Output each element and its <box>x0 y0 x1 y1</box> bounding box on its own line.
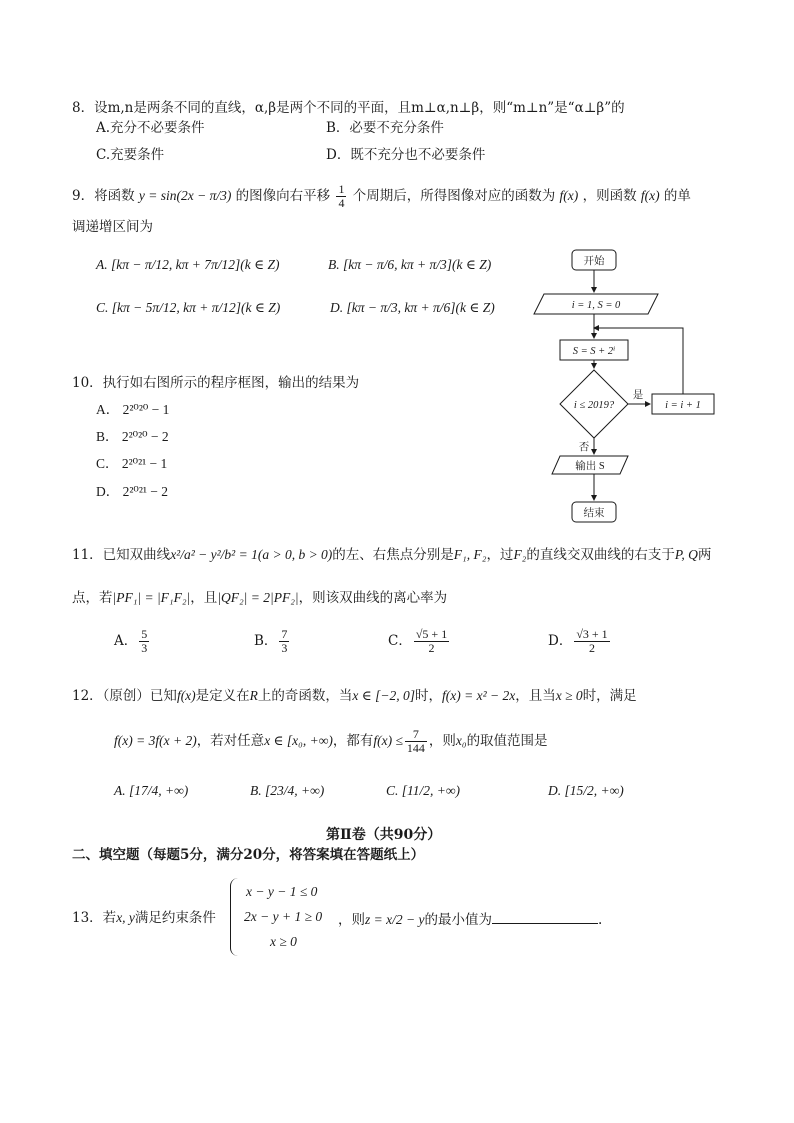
q13-answer-blank[interactable] <box>492 909 598 924</box>
q12-x-ge-0: x ≥ 0 <box>555 688 583 703</box>
q12-stem-c: 上的奇函数，当 <box>257 688 353 704</box>
q12-recurrence: f(x) = 3f(x + 2) <box>114 733 197 748</box>
q11-stem-a: 11．已知双曲线 <box>72 547 171 563</box>
q13-stem-d: 的最小值为 <box>424 912 492 928</box>
q9-stem-d: ，则函数 <box>582 188 637 204</box>
q11-b-den: 3 <box>281 641 288 655</box>
q12-option-c: C. [11/2, +∞) <box>386 783 460 798</box>
q11-option-a <box>114 628 151 655</box>
q13-vars: x, y <box>116 910 135 925</box>
q12-definition: f(x) = x² − 2x <box>442 688 516 703</box>
q11-option-b-label: B． <box>254 633 278 649</box>
q11-cond2: |QF₂| = 2|PF₂| <box>217 590 299 605</box>
q11-d-den: 2 <box>589 641 595 655</box>
q11-c-num: √5 + 1 <box>415 627 448 641</box>
flow-yes-label: 是 <box>632 390 644 401</box>
q11-option-c-label: C． <box>388 633 412 649</box>
q12-stem-b: 是定义在 <box>195 688 250 704</box>
q12-option-a: A. [17/4, +∞) <box>114 783 189 798</box>
q12-option-b: B. [23/4, +∞) <box>250 783 325 798</box>
q12-inequality: f(x) ≤ <box>373 733 403 748</box>
q11-d-num: √3 + 1 <box>576 627 608 641</box>
q9-frac-num: 1 <box>338 182 345 196</box>
q11-stem-b: 的左、右焦点分别是 <box>332 547 454 563</box>
q9-stem-e: 的单 <box>663 188 691 204</box>
q12-stem-e: ，且当 <box>515 688 556 704</box>
q11-pq: P, Q <box>674 547 698 562</box>
q12-stem-line2 <box>114 728 548 755</box>
q9-stem <box>72 183 691 210</box>
q12-stem-f: 时，满足 <box>582 688 637 704</box>
q12-range: x ∈ [x₀, +∞) <box>264 733 333 748</box>
q12-r: R <box>249 688 258 703</box>
q8-option-b: B．必要不充分条件 <box>326 120 444 136</box>
flow-end-label: 结束 <box>583 508 605 519</box>
q10-option-a: A． 2²⁰²⁰ − 1 <box>96 402 170 417</box>
q9-option-d: D. [kπ − π/3, kπ + π/6](k ∈ Z) <box>330 300 495 315</box>
section-title: 第Ⅱ卷（共90分） <box>326 827 442 843</box>
flow-init-label: i = 1, S = 0 <box>571 300 621 311</box>
q11-line2-a: 点，若 <box>72 590 113 606</box>
q12-line2-d: 的取值范围是 <box>466 733 548 749</box>
q9-stem-c: 个周期后，所得图像对应的函数为 <box>352 188 556 204</box>
q12-stem-a: 12．（原创）已知 <box>72 688 177 704</box>
q11-option-c-frac <box>414 628 449 655</box>
q11-line2-b: ，且 <box>190 590 218 606</box>
q11-stem <box>72 546 711 564</box>
q11-option-d-label: D． <box>548 633 573 649</box>
q11-b-num: 7 <box>281 627 288 641</box>
q13-stem-c: ，则 <box>338 912 365 928</box>
q8-option-c: C.充要条件 <box>96 147 165 163</box>
q8-option-a: A.充分不必要条件 <box>96 120 205 136</box>
flow-no-label: 否 <box>578 442 590 453</box>
q13-stem-a: 13．若 <box>72 910 117 926</box>
q11-f2: F₂ <box>513 547 527 562</box>
q12-stem <box>72 687 637 705</box>
q12-domain: x ∈ [−2, 0] <box>352 688 416 703</box>
flow-increment-label: i = i + 1 <box>665 400 701 411</box>
q12-bound-frac <box>405 728 427 755</box>
q12-stem-d: 时， <box>415 688 443 704</box>
q11-option-d <box>548 628 612 655</box>
flow-condition-label: i ≤ 2019? <box>573 400 615 411</box>
q9-fx-2: f(x) <box>640 188 660 203</box>
q10-option-b: B． 2²⁰²⁰ − 2 <box>96 429 169 444</box>
q13-end: . <box>597 912 603 928</box>
q12-line2-a: ，若对任意 <box>196 733 265 749</box>
q11-option-a-label: A． <box>114 633 138 649</box>
q8-stem: 8．设m,n是两条不同的直线，α,β是两个不同的平面，且m⊥α,n⊥β，则“m⊥n”是“α⊥β”的 <box>72 100 625 116</box>
section-subtitle: 二、填空题（每题5分，满分20分，将答案填在答题纸上） <box>72 847 425 863</box>
q11-option-b <box>254 628 291 655</box>
q12-x0: x₀ <box>455 733 467 748</box>
q13-objective: z = x/2 − y <box>365 912 425 927</box>
q10-stem: 10．执行如右图所示的程序框图，输出的结果为 <box>72 375 360 391</box>
q12-fx: f(x) <box>176 688 196 703</box>
q10-option-d: D． 2²⁰²¹ − 2 <box>96 484 169 499</box>
program-flowchart <box>520 244 750 534</box>
flow-loop-arrow <box>594 328 683 394</box>
q12-line2-c: ，则 <box>428 733 456 749</box>
q9-stem-a: 9．将函数 <box>72 188 135 204</box>
flow-output-label: 输出 S <box>575 461 605 472</box>
q9-option-c: C. [kπ − 5π/12, kπ + π/12](k ∈ Z) <box>96 300 281 315</box>
q11-stem-line2 <box>72 589 447 607</box>
flow-update-label: S = S + 2ⁱ <box>572 346 616 357</box>
q11-option-a-frac <box>139 628 149 655</box>
q13-stem-left <box>72 909 216 927</box>
q12-line2-b: ，都有 <box>332 733 374 749</box>
q13-constraint-brace <box>230 878 239 956</box>
q11-stem-d: 的直线交双曲线的右支于 <box>526 547 675 563</box>
q11-option-b-frac <box>279 628 289 655</box>
q12-bound-den: 144 <box>406 741 425 755</box>
q10-option-c: C． 2²⁰²¹ − 1 <box>96 456 168 471</box>
q11-option-d-frac <box>574 628 609 655</box>
flow-start-label: 开始 <box>583 256 605 267</box>
q9-stem-line2: 调递增区间为 <box>72 219 153 235</box>
q11-stem-e: 两 <box>697 547 712 563</box>
q11-a-num: 5 <box>141 627 148 641</box>
q12-bound-num: 7 <box>405 728 427 742</box>
q13-stem-b: 满足约束条件 <box>134 910 216 926</box>
q11-cond1: |PF₁| = |F₁F₂| <box>112 590 191 605</box>
q11-a-den: 3 <box>141 641 148 655</box>
q9-option-b: B. [kπ − π/6, kπ + π/3](k ∈ Z) <box>328 257 492 272</box>
q12-option-d: D. [15/2, +∞) <box>548 783 624 798</box>
q13-constraint-1: x − y − 1 ≤ 0 <box>246 884 318 899</box>
q9-function: y = sin(2x − π/3) <box>138 188 232 203</box>
q9-fx: f(x) <box>559 188 579 203</box>
q13-constraint-2: 2x − y + 1 ≥ 0 <box>244 909 323 924</box>
q11-stem-c: ，过 <box>486 547 514 563</box>
q9-option-a: A. [kπ − π/12, kπ + 7π/12](k ∈ Z) <box>96 257 280 272</box>
q9-frac-den: 4 <box>338 196 345 210</box>
q11-option-c <box>388 628 451 655</box>
q11-foci: F₁, F₂ <box>453 547 487 562</box>
q11-hyperbola-eq: x²/a² − y²/b² = 1(a > 0, b > 0) <box>170 547 333 562</box>
q13-stem-right <box>338 909 602 929</box>
q9-stem-b: 的图像向右平移 <box>235 188 331 204</box>
q11-line2-c: ，则该双曲线的离心率为 <box>298 590 448 606</box>
q11-c-den: 2 <box>428 641 435 655</box>
q8-option-d: D．既不充分也不必要条件 <box>326 147 486 163</box>
q13-constraint-3: x ≥ 0 <box>270 934 297 949</box>
q9-quarter-fraction <box>336 183 346 210</box>
